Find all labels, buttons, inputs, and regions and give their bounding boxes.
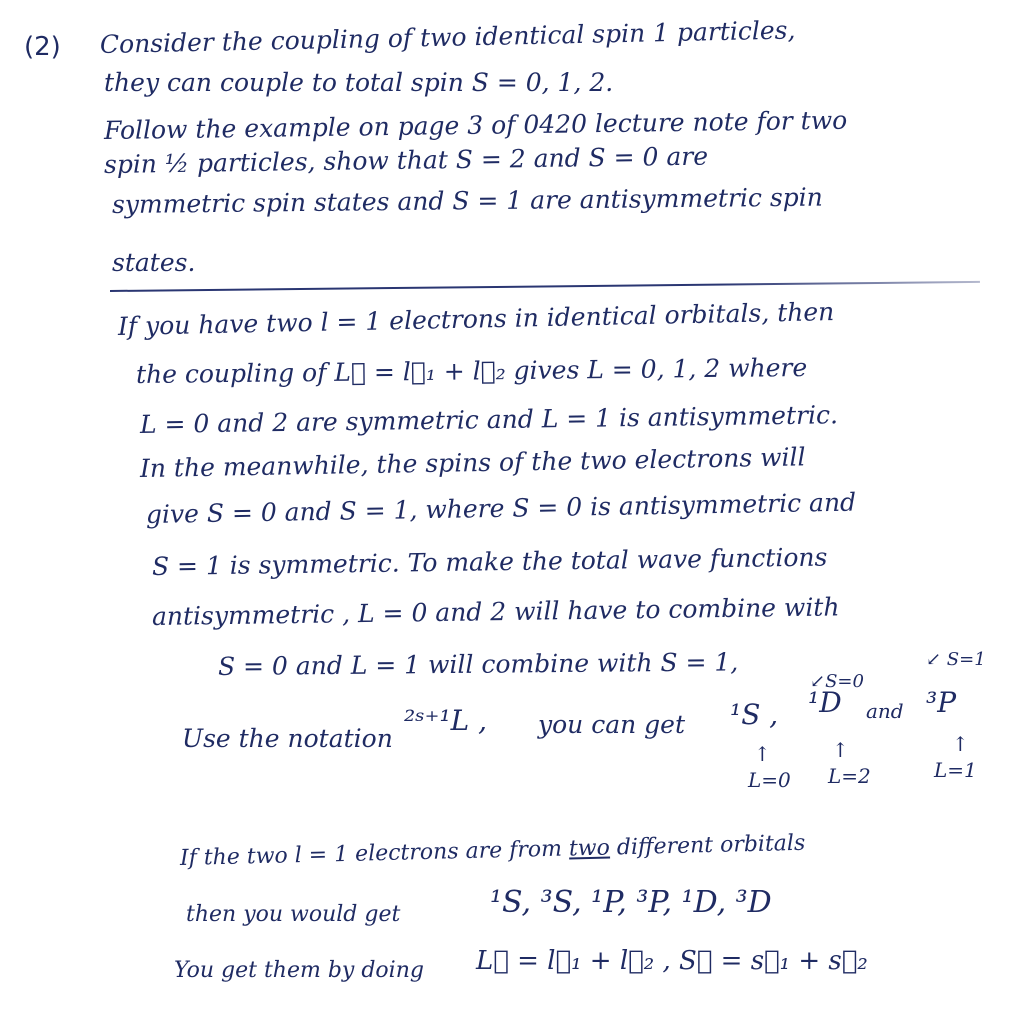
part2-line-1-prefix: If the two l = 1 electrons are from [179,836,570,871]
answer-line-3: L = 0 and 2 are symmetric and L = 1 is antisymmetric. [139,400,839,439]
answer-line-4: In the meanwhile, the spins of the two electrons will [139,442,806,483]
answer-line-5: give S = 0 and S = 1, where S = 0 is antisymmetric and [145,487,857,529]
label-l1: L=1 [934,758,977,782]
part2-line-1 [180,829,806,874]
arrow-up-l1: ↑ [952,732,969,756]
notation-prefix: Use the notation [182,724,393,753]
can-get-text: you can get [538,710,686,739]
part2-line-3-prefix: You get them by doing [174,958,424,983]
label-l2: L=2 [828,764,871,788]
problem-line-1: Consider the coupling of two identical spin 1 particles, [99,15,796,59]
answer-line-7: antisymmetric , L = 0 and 2 will have to combine with [151,592,840,631]
answer-line-6: S = 1 is symmetric. To make the total wave functions [151,542,828,581]
label-l0: L=0 [748,768,791,792]
answer-line-2: the coupling of L⃗ = l⃗₁ + l⃗₂ gives L = 0, 1, 2 where [135,352,808,389]
part2-line-1-underlined: two [568,835,611,862]
part2-line-2-prefix: then you would get [186,902,401,927]
section-divider [110,281,980,292]
problem-number: (2) [24,32,61,62]
and-word: and [866,699,904,723]
problem-line-4: spin ½ particles, show that S = 2 and S = 0 are [103,141,709,179]
problem-line-6: states. [112,248,196,277]
arrow-up-l2: ↑ [832,738,849,762]
problem-line-5: symmetric spin states and S = 1 are antisymmetric spin [111,182,823,219]
notation-symbol: ²ˢ⁺¹L , [404,704,488,737]
part2-line-3-eq: L⃗ = l⃗₁ + l⃗₂ , S⃗ = s⃗₁ + s⃗₂ [476,946,868,976]
problem-line-2: they can couple to total spin S = 0, 1, 2. [104,68,614,97]
term-1S: ¹S , [730,698,779,731]
annotation-s0: ↙S=0 [810,671,864,692]
annotation-s1: ↙ S=1 [926,649,986,670]
answer-line-8: S = 0 and L = 1 will combine with S = 1, [217,647,739,681]
part2-line-1-suffix: different orbitals [609,830,806,861]
answer-line-1: If you have two l = 1 electrons in identical orbitals, then [117,297,835,341]
arrow-up-l0: ↑ [754,742,771,766]
part2-line-2-terms: ¹S, ³S, ¹P, ³P, ¹D, ³D [490,885,772,920]
term-3P: ³P [926,686,957,719]
term-1D: ¹D [808,686,842,719]
problem-line-3: Follow the example on page 3 of 0420 lecture note for two [103,105,848,145]
